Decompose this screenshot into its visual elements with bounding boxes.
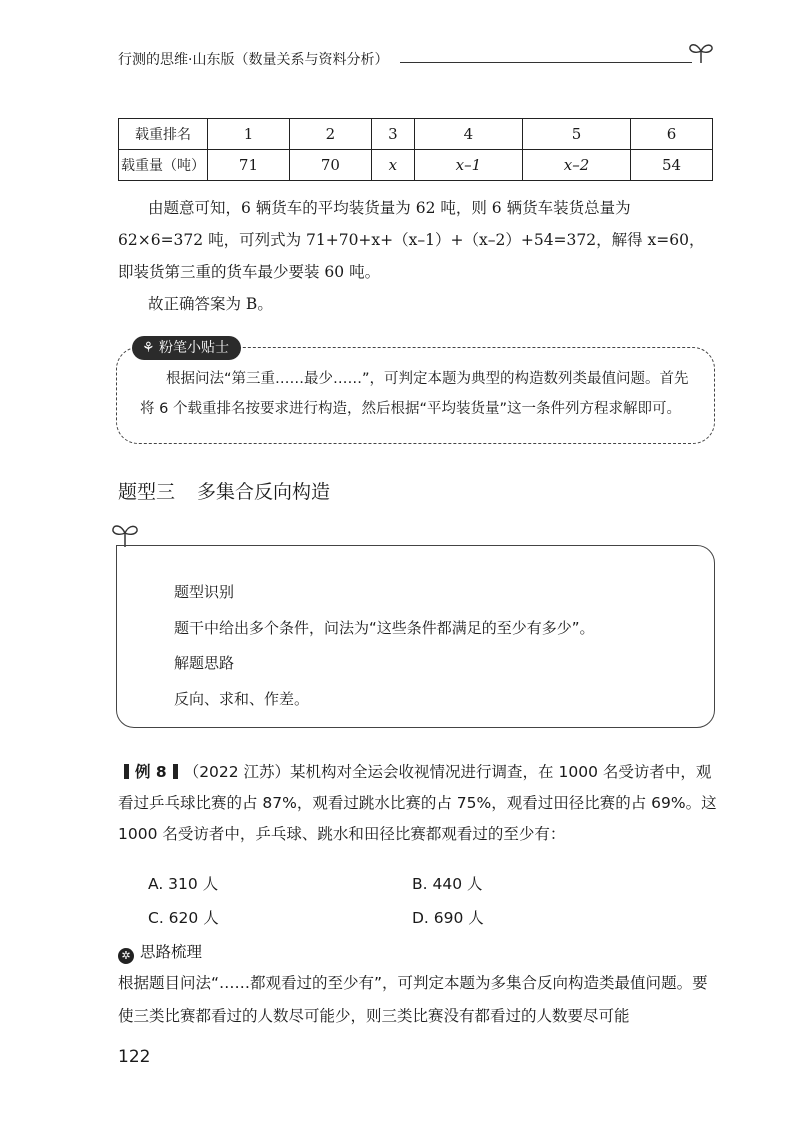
- table-cell: 3: [371, 119, 414, 150]
- option-b: B. 440 人: [412, 875, 483, 893]
- approach-label: 解题思路: [174, 654, 235, 672]
- table-row: [119, 119, 713, 150]
- load-ranking-table: [118, 118, 713, 181]
- table-row: [119, 150, 713, 181]
- running-header: 行测的思维·山东版（数量关系与资料分析）: [118, 52, 389, 68]
- section-number: 题型三: [118, 481, 176, 503]
- example-tag: 例 8: [135, 763, 167, 781]
- option-c: C. 620 人: [148, 909, 219, 927]
- header-rule: [400, 62, 692, 63]
- table-cell: 5: [522, 119, 630, 150]
- table-cell: 1: [208, 119, 290, 150]
- analysis-heading: [118, 940, 202, 964]
- sprout-icon: ⚘: [142, 340, 155, 356]
- row-header: 载重排名: [119, 119, 208, 150]
- analysis-heading-text: 思路梳理: [140, 943, 203, 961]
- identify-text: 题干中给出多个条件，问法为“这些条件都满足的至少有多少”。: [174, 619, 595, 637]
- table-cell: x: [371, 150, 414, 181]
- identify-label: 题型识别: [174, 583, 235, 601]
- sprout-icon: [688, 40, 714, 64]
- table-cell: 71: [208, 150, 290, 181]
- example-question: [118, 757, 718, 850]
- sprout-icon: [110, 520, 140, 548]
- gear-icon: ✲: [118, 948, 134, 964]
- tip-label-text: 粉笔小贴士: [159, 340, 230, 356]
- table-cell: 70: [289, 150, 371, 181]
- table-cell: 4: [414, 119, 522, 150]
- answer-line: 故正确答案为 B。: [148, 295, 273, 313]
- analysis-text: 根据题目问法“……都观看过的至少有”，可判定本题为多集合反向构造类最值问题。要使三类比赛都看过的人数尽可能少，则三类比赛没有都看过的人数要尽可能: [118, 974, 708, 1025]
- bar-marker: [124, 764, 129, 779]
- tip-text: 根据问法“第三重……最少……”，可判定本题为典型的构造数列类最值问题。首先将 6 个载重排名按要求进行构造，然后根据“平均装货量”这一条件列方程求解即可。: [140, 371, 689, 417]
- row-header: 载重量（吨）: [119, 150, 208, 181]
- table-cell: x–1: [414, 150, 522, 181]
- example-text: （2022 江苏）某机构对全运会收视情况进行调查，在 1000 名受访者中，观看过乒乓球比赛的占 87%，观看过跳水比赛的占 75%，观看过田径比赛的占 69%。这 1000 名受访者中，乒乓球、跳水和田径比赛都观看过的至少有：: [118, 763, 717, 843]
- table-cell: x–2: [522, 150, 630, 181]
- option-d: D. 690 人: [412, 909, 484, 927]
- solution-paragraph: 由题意可知，6 辆货车的平均装货量为 62 吨，则 6 辆货车装货总量为 62×6=372 吨，可列式为 71+70+x+（x–1）+（x–2）+54=372，解得 x=60，即装货第三重的货车最少要装 60 吨。: [118, 199, 705, 281]
- approach-text: 反向、求和、作差。: [174, 690, 310, 708]
- table-cell: 2: [289, 119, 371, 150]
- table-cell: 54: [631, 150, 713, 181]
- section-title: [118, 477, 330, 504]
- tip-label: [132, 336, 241, 360]
- section-name: 多集合反向构造: [197, 481, 331, 503]
- bar-marker: [173, 764, 178, 779]
- page-number: 122: [118, 1047, 151, 1067]
- table-cell: 6: [631, 119, 713, 150]
- option-a: A. 310 人: [148, 875, 219, 893]
